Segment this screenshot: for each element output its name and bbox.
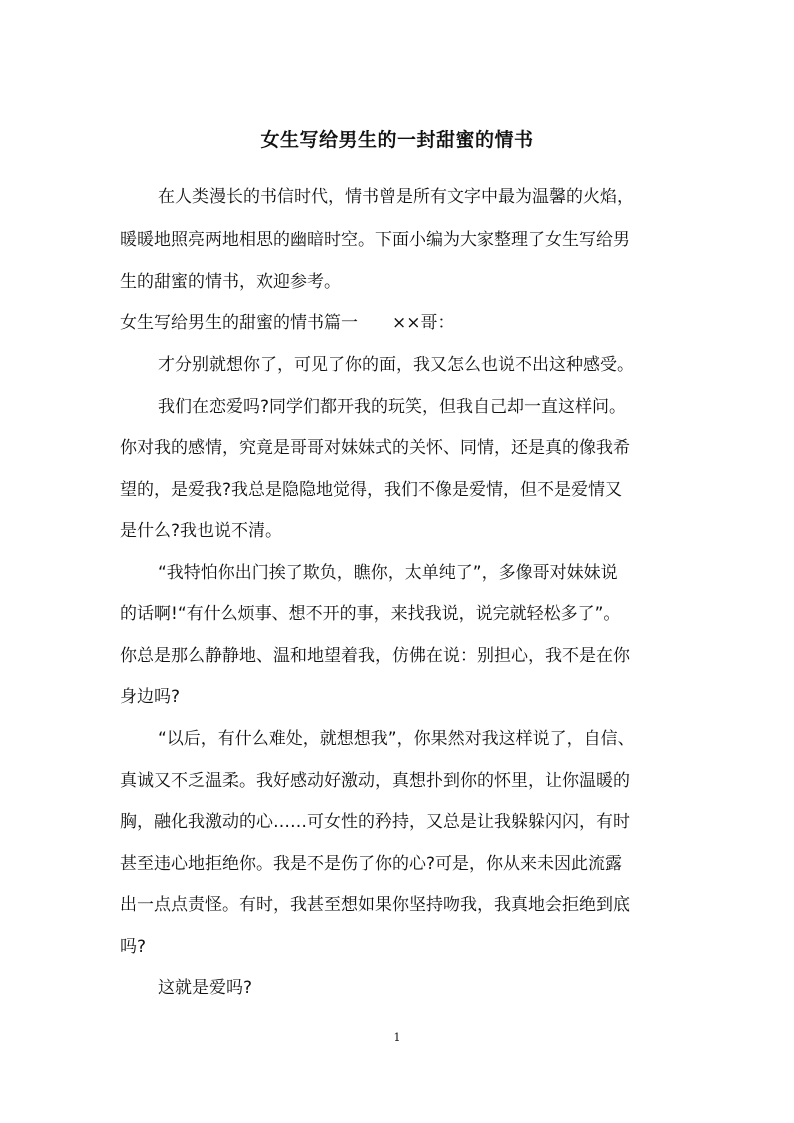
paragraph-line: 出一点点责怪。有时，我甚至想如果你坚持吻我，我真地会拒绝到底 [120, 895, 630, 915]
paragraph-line: 的话啊!“有什么烦事、想不开的事，来找我说，说完就轻松多了”。 [120, 604, 621, 624]
paragraph-line: 身边吗? [120, 687, 181, 707]
paragraph-line: 望的，是爱我?我总是隐隐地觉得，我们不像是爱情，但不是爱情又 [120, 480, 623, 500]
paragraph-line: 我们在恋爱吗?同学们都开我的玩笑，但我自己却一直这样问。 [158, 397, 627, 417]
paragraph-line: 吗? [120, 937, 147, 957]
page-number: 1 [393, 1031, 401, 1044]
document-title: 女生写给男生的一封甜蜜的情书 [260, 129, 534, 151]
section-heading: 女生写给男生的甜蜜的情书篇一 ××哥： [120, 313, 455, 333]
paragraph-line: 你对我的感情，究竟是哥哥对妹妹式的关怀、同情，还是真的像我希 [120, 438, 630, 458]
paragraph-line: 胸，融化我激动的心……可女性的矜持，又总是让我躲躲闪闪，有时 [120, 812, 630, 832]
paragraph-line: 是什么?我也说不清。 [120, 521, 283, 541]
paragraph-line: 在人类漫长的书信时代，情书曾是所有文字中最为温馨的火焰， [158, 187, 634, 207]
paragraph-line: 甚至违心地拒绝你。我是不是伤了你的心?可是，你从来未因此流露 [120, 854, 623, 874]
paragraph-line: “以后，有什么难处，就想想我”，你果然对我这样说了，自信、 [158, 729, 635, 749]
paragraph-line: 这就是爱吗? [158, 978, 253, 998]
paragraph-line: “我特怕你出门挨了欺负，瞧你，太单纯了”，多像哥对妹妹说 [158, 563, 618, 583]
paragraph-line: 才分别就想你了，可见了你的面，我又怎么也说不出这种感受。 [158, 355, 634, 375]
paragraph-line: 暖暖地照亮两地相思的幽暗时空。下面小编为大家整理了女生写给男 [120, 230, 630, 250]
paragraph-line: 你总是那么静静地、温和地望着我，仿佛在说：别担心，我不是在你 [120, 646, 630, 666]
paragraph-line: 真诚又不乏温柔。我好感动好激动，真想扑到你的怀里，让你温暖的 [120, 771, 630, 791]
paragraph-line: 生的甜蜜的情书，欢迎参考。 [120, 272, 341, 292]
